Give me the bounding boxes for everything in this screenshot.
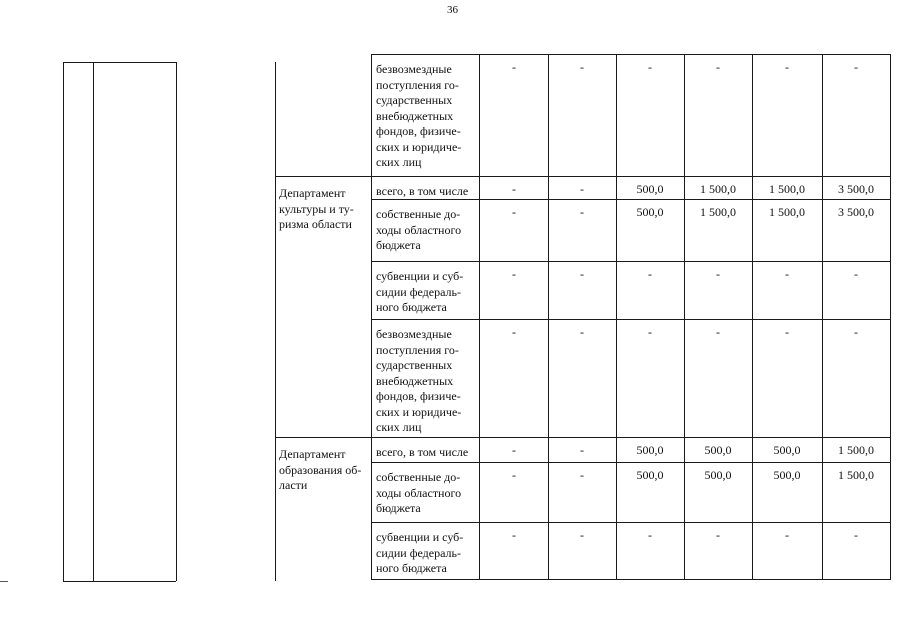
value-column-border bbox=[479, 54, 480, 579]
row-label: всего, в том числе bbox=[376, 445, 469, 459]
row-border bbox=[371, 437, 891, 438]
value-column-border bbox=[616, 54, 617, 579]
row-label: собственные до- ходы областного бюджета bbox=[376, 470, 462, 515]
value-cell: - bbox=[580, 267, 584, 281]
value-cell: 1 500,0 bbox=[838, 443, 874, 457]
left-block-top-border bbox=[63, 62, 176, 63]
value-cell: - bbox=[512, 205, 516, 219]
value-cell: - bbox=[785, 60, 789, 74]
left-column-border bbox=[63, 62, 64, 581]
value-cell: 500,0 bbox=[636, 182, 664, 196]
value-cell: 1 500,0 bbox=[769, 182, 805, 196]
value-cell: - bbox=[580, 443, 584, 457]
value-cell: - bbox=[580, 468, 584, 482]
value-cell: - bbox=[580, 182, 584, 196]
value-column-border bbox=[684, 54, 685, 579]
value-cell: - bbox=[854, 528, 858, 542]
left-column-border bbox=[176, 62, 177, 581]
row-label: безвозмездные поступления го- сударственных внебюджетных фондов, физиче- ских и юридиче- ских лиц bbox=[376, 62, 462, 169]
value-cell: - bbox=[854, 60, 858, 74]
value-cell: 500,0 bbox=[773, 443, 801, 457]
margin-mark bbox=[0, 581, 8, 582]
value-column-border bbox=[371, 54, 372, 579]
value-cell: - bbox=[512, 528, 516, 542]
value-cell: - bbox=[648, 325, 652, 339]
department-label: Департамент образования об- ласти bbox=[279, 447, 362, 492]
value-cell: - bbox=[854, 325, 858, 339]
value-cell: - bbox=[580, 325, 584, 339]
value-cell: - bbox=[580, 60, 584, 74]
value-cell: - bbox=[580, 528, 584, 542]
value-cell: 3 500,0 bbox=[838, 182, 874, 196]
dept-row-border bbox=[275, 176, 371, 177]
value-cell: - bbox=[580, 205, 584, 219]
value-cell: - bbox=[716, 60, 720, 74]
value-cell: 1 500,0 bbox=[769, 205, 805, 219]
row-border bbox=[371, 462, 891, 463]
value-cell: - bbox=[512, 182, 516, 196]
value-cell: 500,0 bbox=[773, 468, 801, 482]
value-cell: 500,0 bbox=[636, 443, 664, 457]
value-cell: - bbox=[785, 325, 789, 339]
value-cell: 1 500,0 bbox=[838, 468, 874, 482]
value-cell: - bbox=[512, 443, 516, 457]
value-cell: - bbox=[512, 325, 516, 339]
value-cell: - bbox=[648, 60, 652, 74]
value-cell: - bbox=[512, 468, 516, 482]
row-label: субвенции и суб- сидии федераль- ного бюджета bbox=[376, 269, 464, 314]
value-column-border bbox=[752, 54, 753, 579]
row-label: безвозмездные поступления го- сударственных внебюджетных фондов, физиче- ских и юридиче- ских лиц bbox=[376, 327, 462, 434]
row-border bbox=[371, 54, 891, 55]
row-border bbox=[371, 522, 891, 523]
row-border bbox=[371, 176, 891, 177]
left-column-border bbox=[93, 62, 94, 581]
value-column-border bbox=[548, 54, 549, 579]
row-label: собственные до- ходы областного бюджета bbox=[376, 207, 462, 252]
value-cell: - bbox=[648, 267, 652, 281]
row-border bbox=[371, 579, 891, 580]
dept-row-border bbox=[275, 437, 371, 438]
page-number: 36 bbox=[447, 4, 458, 16]
value-column-border bbox=[890, 54, 891, 579]
value-cell: 500,0 bbox=[636, 205, 664, 219]
value-cell: 1 500,0 bbox=[700, 182, 736, 196]
value-cell: - bbox=[648, 528, 652, 542]
value-column-border bbox=[822, 54, 823, 579]
value-cell: - bbox=[785, 528, 789, 542]
value-cell: - bbox=[716, 325, 720, 339]
value-cell: - bbox=[785, 267, 789, 281]
value-cell: 500,0 bbox=[704, 468, 732, 482]
value-cell: 500,0 bbox=[636, 468, 664, 482]
department-label: Департамент культуры и ту- ризма области bbox=[279, 186, 354, 231]
left-block-bottom-border bbox=[63, 581, 176, 582]
value-cell: - bbox=[854, 267, 858, 281]
dept-column-border bbox=[275, 62, 276, 581]
value-cell: - bbox=[716, 528, 720, 542]
value-cell: 3 500,0 bbox=[838, 205, 874, 219]
row-border bbox=[371, 261, 891, 262]
value-cell: - bbox=[512, 60, 516, 74]
value-cell: 500,0 bbox=[704, 443, 732, 457]
row-label: субвенции и суб- сидии федераль- ного бюджета bbox=[376, 530, 464, 575]
row-label: всего, в том числе bbox=[376, 184, 469, 198]
value-cell: 1 500,0 bbox=[700, 205, 736, 219]
value-cell: - bbox=[716, 267, 720, 281]
value-cell: - bbox=[512, 267, 516, 281]
row-border bbox=[371, 319, 891, 320]
